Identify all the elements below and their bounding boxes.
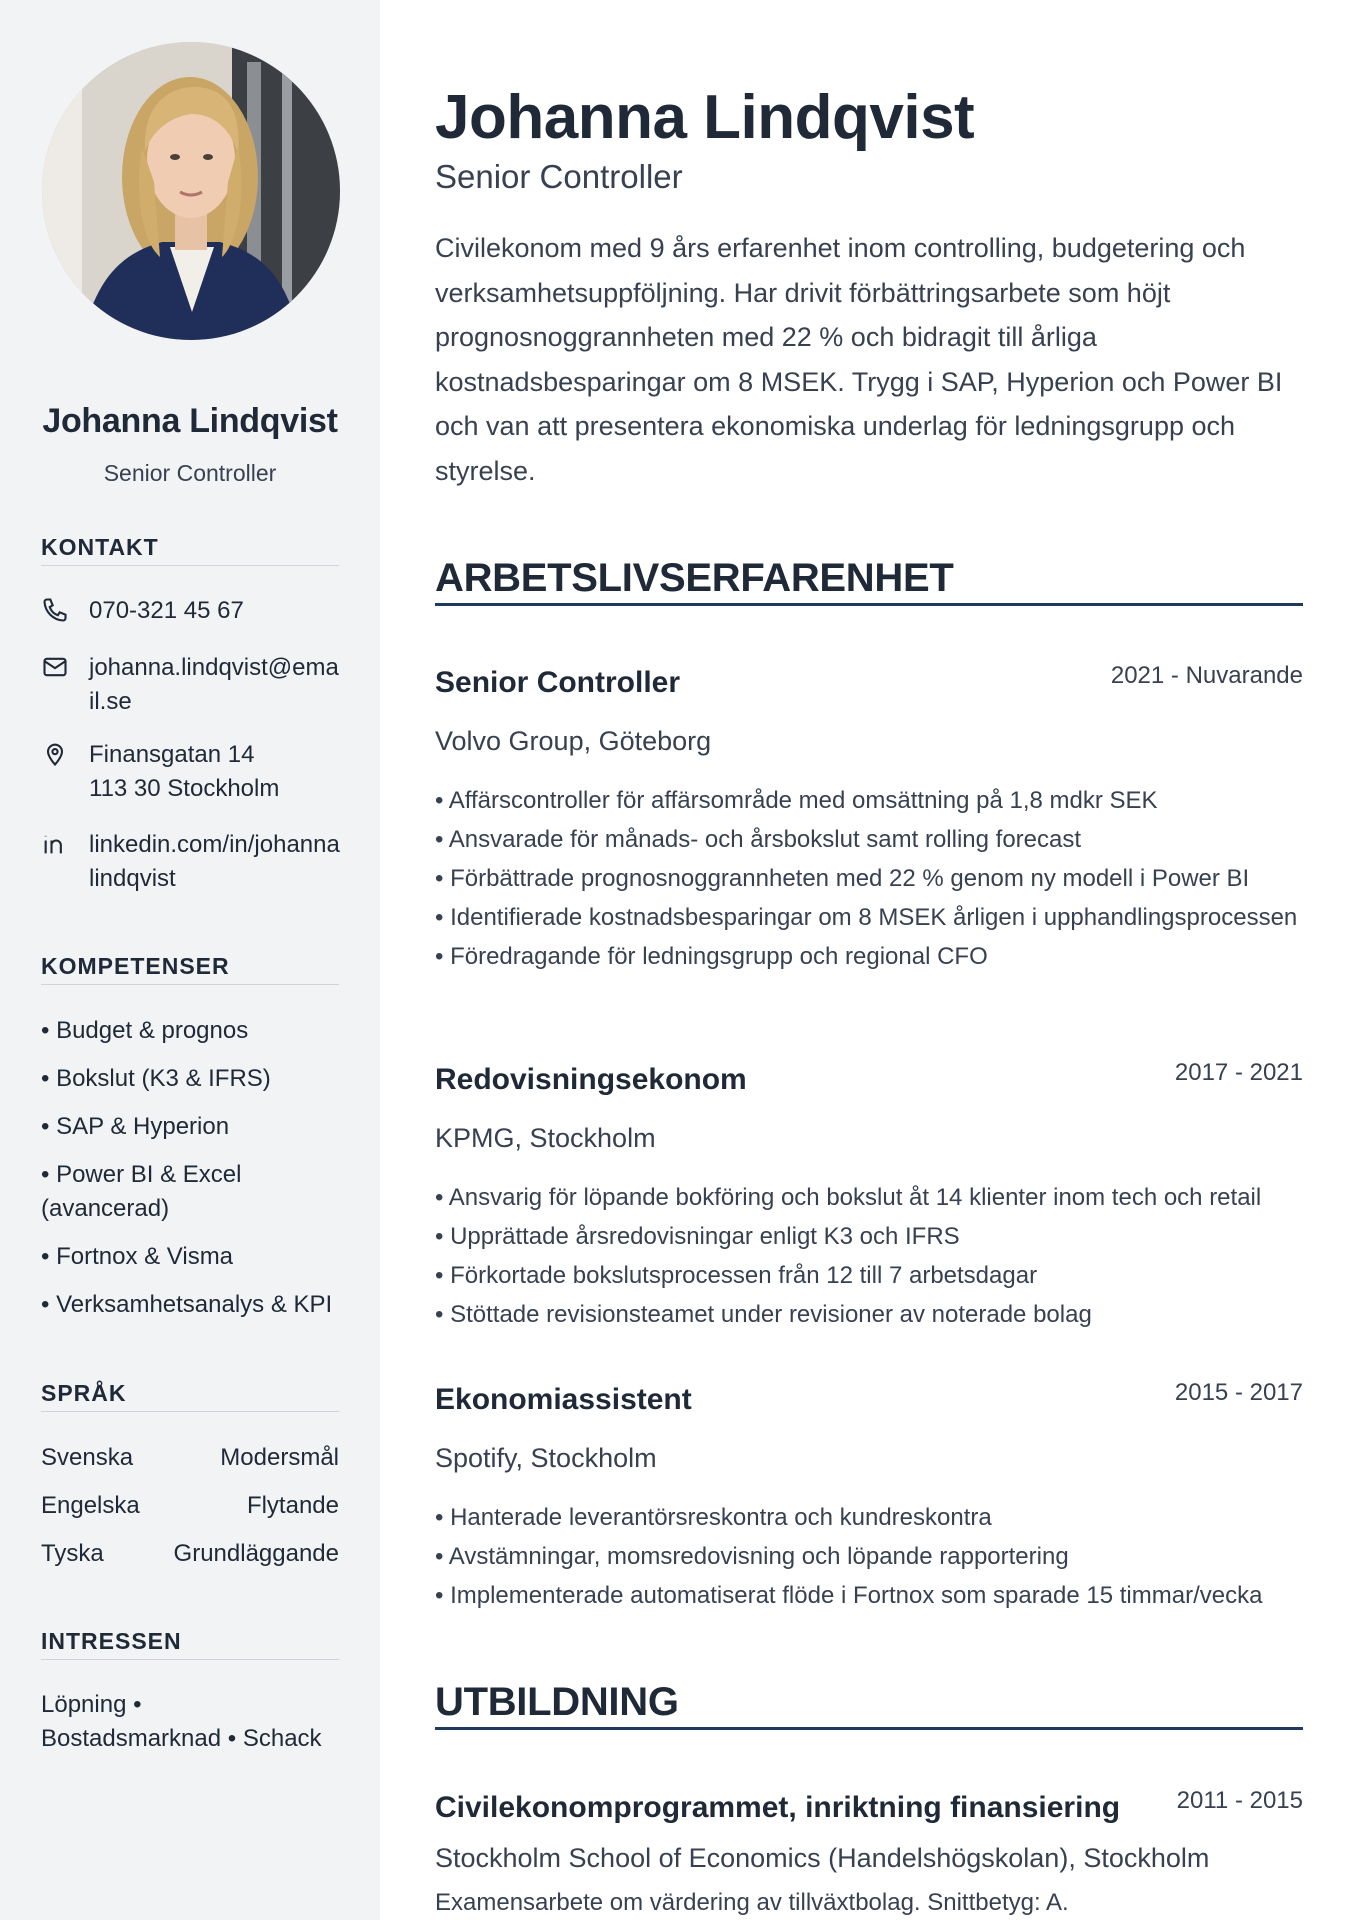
skill-item: • Verksamhetsanalys & KPI bbox=[41, 1291, 333, 1318]
job-dates: 2021 - Nuvarande bbox=[1110, 662, 1303, 689]
job-company: Volvo Group, Göteborg bbox=[435, 726, 712, 756]
job-bullet: • Förbättrade prognosnoggrannheten med 22 % genom ny modell i Power BI bbox=[435, 859, 1303, 898]
job-bullet: • Stöttade revisionsteamet under revisioner av noterade bolag bbox=[435, 1295, 1303, 1334]
job-bullet: • Ansvarig för löpande bokföring och bokslut åt 14 klienter inom tech och retail bbox=[435, 1178, 1303, 1217]
sidebar-name: Johanna Lindqvist bbox=[42, 402, 338, 440]
job-title: Redovisningsekonom bbox=[435, 1063, 747, 1096]
phone-icon bbox=[41, 594, 89, 629]
contact-address bbox=[41, 738, 341, 806]
phone-number[interactable]: 070-321 45 67 bbox=[89, 597, 244, 624]
sidebar-title: Senior Controller bbox=[103, 460, 277, 486]
experience-heading: ARBETSLIVSERFARENHET bbox=[435, 556, 1303, 606]
education-dates: 2011 - 2015 bbox=[1176, 1787, 1303, 1814]
languages-heading: SPRÅK bbox=[41, 1380, 339, 1412]
language-level: Modersmål bbox=[220, 1444, 339, 1471]
job-title: Ekonomiassistent bbox=[435, 1383, 692, 1416]
language-name: Svenska bbox=[41, 1444, 134, 1471]
skill-item: • SAP & Hyperion bbox=[41, 1113, 230, 1140]
language-row bbox=[41, 1540, 339, 1568]
main-name: Johanna Lindqvist bbox=[435, 83, 975, 152]
sidebar bbox=[0, 0, 380, 1920]
contact-linkedin bbox=[41, 828, 341, 896]
skill-item: • Power BI & Excel (avancerad) bbox=[41, 1161, 242, 1222]
address-line-1: Finansgatan 14 bbox=[89, 741, 255, 768]
job-bullet: • Affärscontroller för affärsområde med omsättning på 1,8 mdkr SEK bbox=[435, 781, 1303, 820]
linkedin-icon bbox=[41, 828, 89, 896]
job-bullet: • Avstämningar, momsredovisning och löpande rapportering bbox=[435, 1537, 1303, 1576]
contact-heading: KONTAKT bbox=[41, 534, 339, 566]
job-title: Senior Controller bbox=[435, 666, 681, 699]
education-heading: UTBILDNING bbox=[435, 1680, 1303, 1730]
portrait-illustration bbox=[42, 42, 340, 340]
main-title: Senior Controller bbox=[435, 158, 683, 195]
email-link[interactable]: johanna.lindqvist@email.se bbox=[89, 654, 339, 715]
language-level: Flytande bbox=[246, 1492, 339, 1519]
language-name: Engelska bbox=[41, 1492, 140, 1519]
education-note: Examensarbete om värdering av tillväxtbolag. Snittbetyg: A. bbox=[435, 1889, 1069, 1916]
skill-item: • Bokslut (K3 & IFRS) bbox=[41, 1065, 271, 1092]
job-bullet: • Implementerade automatiserat flöde i Fortnox som sparade 15 timmar/vecka bbox=[435, 1576, 1303, 1615]
contact-email bbox=[41, 651, 341, 719]
interests-line-2: Bostadsmarknad • Schack bbox=[41, 1725, 322, 1752]
skill-item: • Budget & prognos bbox=[41, 1017, 249, 1044]
job-company: Spotify, Stockholm bbox=[435, 1443, 657, 1473]
education-school: Stockholm School of Economics (Handelshögskolan), Stockholm bbox=[435, 1843, 1210, 1873]
job-bullet: • Hanterade leverantörsreskontra och kundreskontra bbox=[435, 1498, 1303, 1537]
language-row bbox=[41, 1444, 339, 1472]
language-row bbox=[41, 1492, 339, 1520]
job-bullets bbox=[435, 1498, 1303, 1615]
job-company: KPMG, Stockholm bbox=[435, 1123, 656, 1153]
education-program: Civilekonomprogrammet, inriktning finansiering bbox=[435, 1791, 1121, 1824]
profile-summary: Civilekonom med 9 års erfarenhet inom controlling, budgetering och verksamhetsuppföljning. Har drivit förbättringsarbete som höjt prognosnoggrannheten med 22 % och bidragit till årliga kostnadsbesparingar om 8 MSEK. Trygg i SAP, Hyperion och Power BI och van att presentera ekonomiska underlag för ledningsgrupp och styrelse. bbox=[435, 233, 1283, 486]
language-name: Tyska bbox=[41, 1540, 104, 1567]
location-pin-icon bbox=[41, 738, 89, 806]
profile-photo bbox=[42, 42, 340, 340]
job-dates: 2015 - 2017 bbox=[1174, 1379, 1303, 1406]
address-line-2: 113 30 Stockholm bbox=[89, 775, 280, 802]
linkedin-link[interactable]: linkedin.com/in/johannalindqvist bbox=[89, 831, 340, 892]
interests-line-1: Löpning • bbox=[41, 1691, 142, 1718]
interests-heading: INTRESSEN bbox=[41, 1628, 339, 1660]
job-bullets bbox=[435, 781, 1303, 976]
job-bullet: • Förkortade bokslutsprocessen från 12 till 7 arbetsdagar bbox=[435, 1256, 1303, 1295]
job-bullet: • Upprättade årsredovisningar enligt K3 och IFRS bbox=[435, 1217, 1303, 1256]
job-bullets bbox=[435, 1178, 1303, 1334]
job-bullet: • Föredragande för ledningsgrupp och regional CFO bbox=[435, 937, 1303, 976]
language-level: Grundläggande bbox=[173, 1540, 339, 1567]
interests-list bbox=[41, 1688, 341, 1756]
mail-icon bbox=[41, 651, 89, 719]
contact-phone bbox=[41, 594, 341, 629]
job-bullet: • Ansvarade för månads- och årsbokslut samt rolling forecast bbox=[435, 820, 1303, 859]
job-dates: 2017 - 2021 bbox=[1174, 1059, 1303, 1086]
skill-item: • Fortnox & Visma bbox=[41, 1243, 234, 1270]
address bbox=[89, 738, 279, 806]
job-bullet: • Identifierade kostnadsbesparingar om 8 MSEK årligen i upphandlingsprocessen bbox=[435, 898, 1303, 937]
skills-heading: KOMPETENSER bbox=[41, 953, 339, 985]
